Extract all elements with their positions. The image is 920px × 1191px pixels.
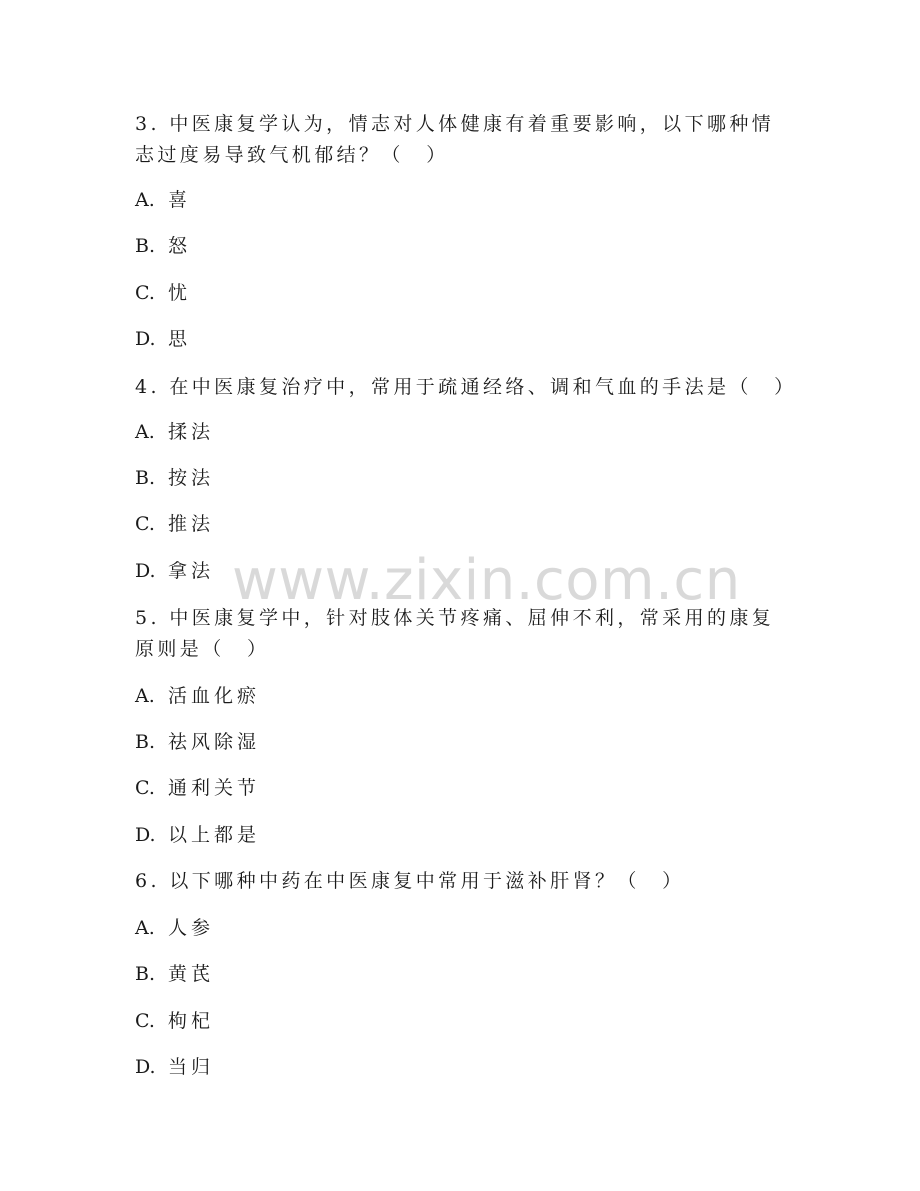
option-text: 活血化瘀 [168,685,261,707]
option-letter: C. [135,513,155,535]
option-letter: B. [135,963,156,985]
question-6-option-a [135,915,214,941]
option-letter: D. [135,824,156,846]
option-text: 枸杞 [168,1010,215,1032]
option-letter: C. [135,1010,155,1032]
question-3-option-d [135,326,191,352]
option-letter: A. [135,917,155,939]
watermark: www.zixin.com.cn [232,548,741,613]
option-letter: A. [135,685,155,707]
option-text: 拿法 [168,560,215,582]
option-text: 以上都是 [168,824,261,846]
question-5-option-d [135,822,260,848]
option-letter: B. [135,235,156,257]
option-text: 喜 [168,189,192,211]
question-5-option-a [135,683,260,709]
option-text: 当归 [168,1056,215,1078]
option-text: 人参 [168,917,215,939]
question-6-option-d [135,1054,214,1080]
option-text: 忧 [168,282,192,304]
option-letter: B. [135,467,156,489]
option-letter: B. [135,731,156,753]
option-letter: D. [135,1056,156,1078]
option-text: 揉法 [168,421,215,443]
option-letter: C. [135,282,155,304]
question-3-option-c [135,280,191,306]
option-letter: A. [135,421,155,443]
question-6-stem: 6. 以下哪种中药在中医康复中常用于滋补肝肾？（ ） [135,870,685,892]
question-5-option-b [135,729,260,755]
question-3-option-a [135,187,191,213]
question-4-stem: 4. 在中医康复治疗中，常用于疏通经络、调和气血的手法是（ ） [135,376,797,398]
question-4-option-b [135,465,214,491]
question-3-stem: 3. 中医康复学认为，情志对人体健康有着重要影响，以下哪种情志过度易导致气机郁结？（ ） [135,113,775,166]
question-3-option-b [135,233,191,259]
question-4-option-a [135,419,214,445]
option-text: 思 [168,328,192,350]
option-text: 黄芪 [168,963,215,985]
option-text: 通利关节 [168,777,261,799]
question-4-option-d [135,558,214,584]
question-6-option-c [135,1008,214,1034]
option-text: 怒 [168,235,192,257]
option-letter: D. [135,328,156,350]
option-text: 推法 [168,513,215,535]
option-letter: D. [135,560,156,582]
question-4-option-c [135,511,214,537]
option-letter: C. [135,777,155,799]
question-5-option-c [135,775,260,801]
option-letter: A. [135,189,155,211]
question-5-stem: 5. 中医康复学中，针对肢体关节疼痛、屈伸不利，常采用的康复原则是（ ） [135,607,775,660]
option-text: 按法 [168,467,215,489]
option-text: 祛风除湿 [168,731,261,753]
question-6-option-b [135,961,214,987]
